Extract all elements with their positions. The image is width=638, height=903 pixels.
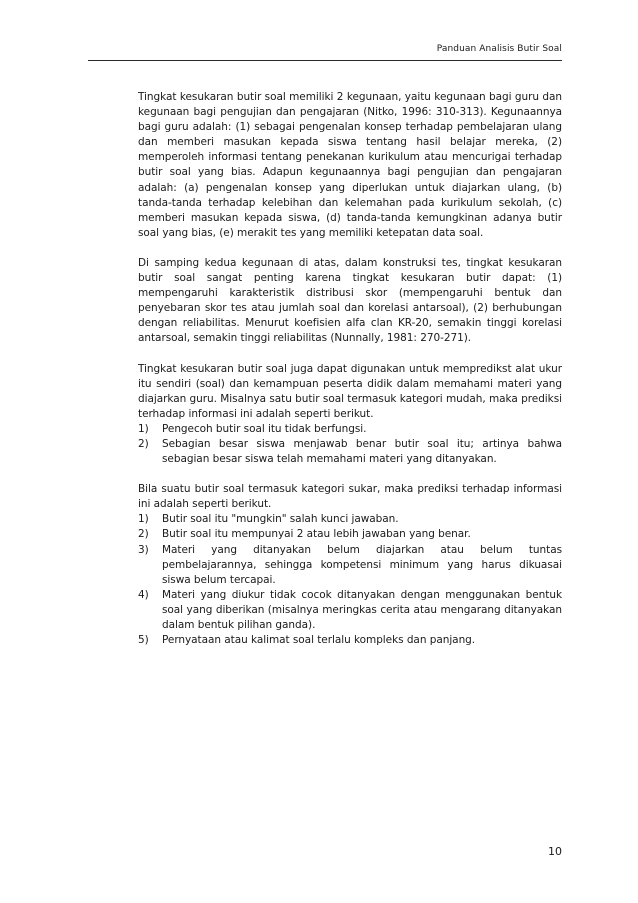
list-item-text: Sebagian besar siswa menjawab benar butir soal itu; artinya bahwa sebagian besar siswa telah memahami materi yang ditanyakan.: [162, 437, 562, 466]
page-body: [138, 90, 562, 663]
paragraph-hard-prediction: Bila suatu butir soal termasuk kategori sukar, maka prediksi terhadap informasi ini adalah seperti berikut.: [138, 483, 562, 511]
list-item-text: Butir soal itu "mungkin" salah kunci jawaban.: [162, 513, 399, 526]
list-item-text: Pengecoh butir soal itu tidak berfungsi.: [162, 422, 367, 435]
easy-item-list: [138, 422, 562, 467]
list-item: [138, 633, 562, 648]
page-number: 10: [548, 845, 562, 858]
running-header: Panduan Analisis Butir Soal: [436, 44, 562, 54]
paragraph-easy-prediction: Tingkat kesukaran butir soal juga dapat digunakan untuk mempredikst alat ukur itu sendiri (soal) dan kemampuan peserta didik dalam memahami materi yang diajarkan guru. Misalnya satu butir soal termasuk kategori mudah, maka prediksi terhadap informasi ini adalah seperti berikut.: [138, 362, 562, 420]
list-item-number: 4): [138, 588, 149, 601]
list-item-number: 3): [138, 543, 149, 556]
list-item-number: 1): [138, 513, 149, 526]
list-item-text: Materi yang ditanyakan belum diajarkan atau belum tuntas pembelajarannya, sehingga kompetensi minimum yang harus dikuasai siswa belum tercapai.: [162, 543, 562, 586]
list-item: [138, 437, 562, 467]
paragraph-test-construction: Di samping kedua kegunaan di atas, dalam konstruksi tes, tingkat kesukaran butir soal sangat penting karena tingkat kesukaran butir dapat: (1) mempengaruhi karakteristik distribusi skor (mempengaruhi bentuk dan penyebaran skor tes atau jumlah soal dan korelasi antarsoal), (2) berhubungan dengan reliabilitas. Menurut koefisien alfa clan KR-20, semakin tinggi korelasi antarsoal, semakin tinggi reliabilitas (Nunnally, 1981: 270-271).: [138, 256, 562, 345]
header-divider: [88, 60, 562, 61]
list-item-number: 2): [138, 528, 149, 541]
list-item-text: Pernyataan atau kalimat soal terlalu kompleks dan panjang.: [162, 634, 476, 647]
paragraph-difficulty-uses: Tingkat kesukaran butir soal memiliki 2 kegunaan, yaitu kegunaan bagi guru dan kegunaan bagi pengujian dan pengajaran (Nitko, 1996: 310-313). Kegunaannya bagi guru adalah: (1) sebagai pengenalan konsep terhadap pembelajaran ulang dan memberi masukan kepada siswa tentang hasil belajar mereka, (2) memperoleh informasi tentang penekanan kurikulum atau mencurigai terhadap butir soal yang bias. Adapun kegunaannya bagi pengujian dan pengajaran adalah: (a) pengenalan konsep yang diperlukan untuk diajarkan ulang, (b) tanda-tanda terhadap kelebihan dan kelemahan pada kurikulum sekolah, (c) memberi masukan kepada siswa, (d) tanda-tanda kemungkinan adanya butir soal yang bias, (e) merakit tes yang memiliki ketepatan data soal.: [138, 91, 562, 239]
list-item-number: 2): [138, 437, 149, 450]
hard-item-list: [138, 512, 562, 648]
list-item: [138, 543, 562, 588]
list-item-number: 5): [138, 634, 149, 647]
list-item-number: 1): [138, 422, 149, 435]
list-item: [138, 422, 562, 437]
list-item-text: Butir soal itu mempunyai 2 atau lebih jawaban yang benar.: [162, 528, 471, 541]
list-item: [138, 527, 562, 542]
list-item: [138, 512, 562, 527]
list-item-text: Materi yang diukur tidak cocok ditanyakan dengan menggunakan bentuk soal yang diberikan (misalnya meringkas cerita atau mengarang ditanyakan dalam bentuk pilihan ganda).: [162, 588, 562, 631]
list-item: [138, 588, 562, 633]
